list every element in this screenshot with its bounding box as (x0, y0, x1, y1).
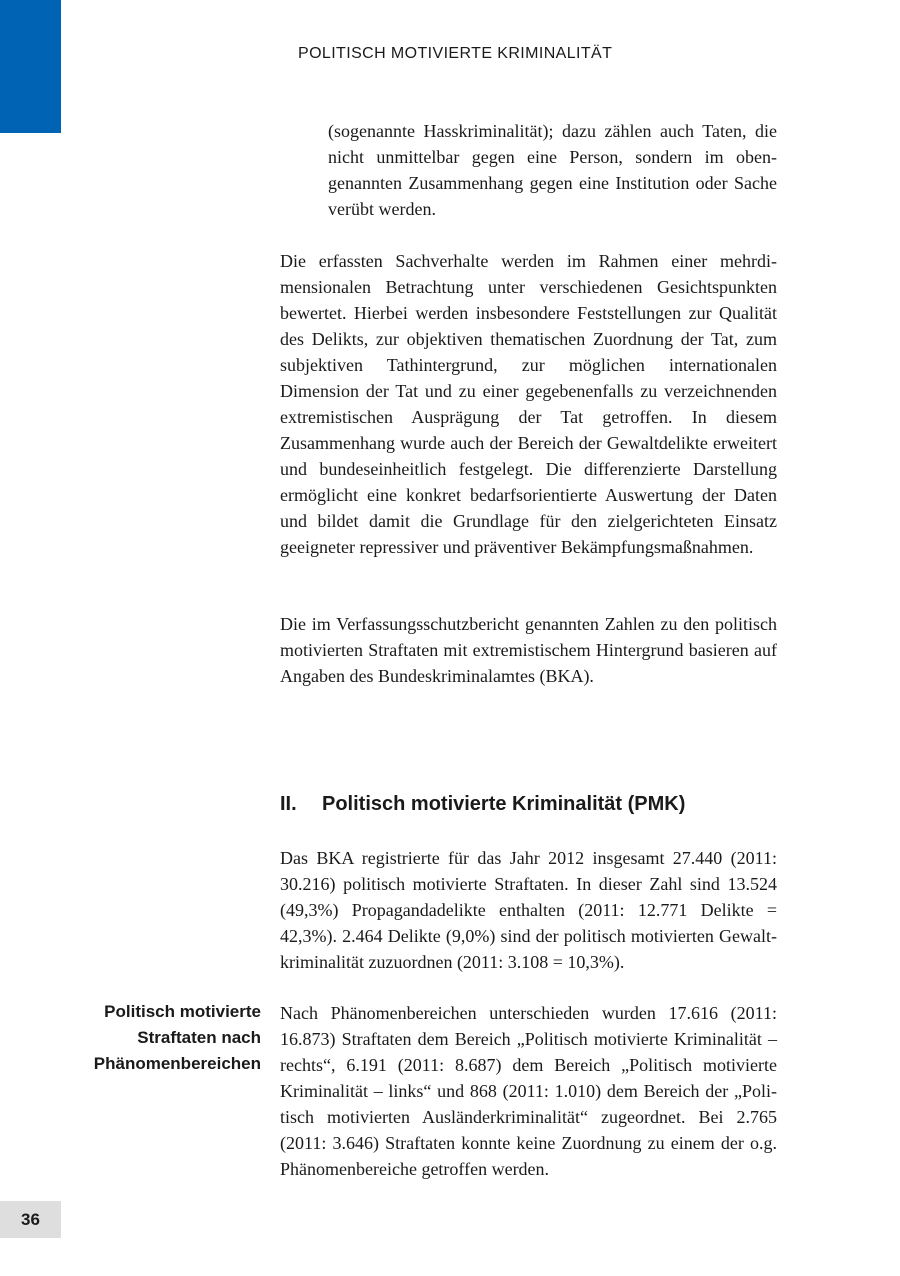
margin-note-line: Phänomenbereichen (93, 1054, 261, 1073)
body-paragraph-bka-source: Die im Verfassungsschutzbericht genannten Zahlen zu den politisch motivierten Straftaten mit extremistischem Hintergrund basieren auf Angaben des Bundeskriminalamtes (BKA). (280, 614, 777, 686)
margin-note-line: Politisch motivierte (104, 1002, 261, 1021)
section-paragraph-totals: Das BKA registrierte für das Jahr 2012 insgesamt 27.440 (2011: 30.216) politisch motivierte Straftaten. In dieser Zahl sind 13.524 (49,3%) Propagandadelikte enthalten (2011: 12.771 Delikte = 42,3%). 2.464 Delikte (9,0%) sind der politisch motivierten Gewaltkriminalität zuzuordnen (2011: 3.108 = 10,3%). (280, 848, 777, 972)
margin-note (60, 999, 261, 1077)
margin-note-line: Straftaten nach (137, 1028, 261, 1047)
body-paragraph-methodology: Die erfassten Sachverhalte werden im Rahmen einer mehrdimensionalen Betrachtung unter verschiedenen Gesichtspunkten bewertet. Hierbei werden insbesondere Feststellungen zur Qualität des Delikts, zur objektiven thematischen Zuordnung der Tat, zum subjektiven Tathintergrund, zur möglichen internationalen Dimension der Tat und zu einer gegebenenfalls zu verzeichnenden extremistischen Ausprägung der Tat getroffen. In diesem Zusammenhang wurde auch der Bereich der Gewaltdelikte erweitert und bundeseinheitlich festgelegt. Die differenzierte Darstellung ermöglicht eine konkret bedarfsorientierte Auswertung der Daten und bildet damit die Grundlage für den zielgerichteten Einsatz geeigneter repressiver und präventiver Bekämpfungsmaßnahmen. (280, 251, 777, 557)
indented-paragraph: (sogenannte Hasskriminalität); dazu zählen auch Taten, die nicht unmittelbar gegen eine Person, sondern im obengenannten Zusammenhang gegen eine Institution oder Sache verübt werden. (328, 121, 777, 219)
section-heading (280, 790, 777, 818)
running-header: POLITISCH MOTIVIERTE KRIMINALITÄT (298, 45, 613, 62)
chapter-color-tab (0, 0, 61, 133)
page-number: 36 (0, 1201, 61, 1238)
section-paragraph-phenomena: Nach Phänomenbereichen unterschieden wurden 17.616 (2011: 16.873) Straftaten dem Bereich „Politisch motivierte Kriminalität – rechts“, 6.191 (2011: 8.687) dem Bereich „Politisch motivierte Kriminalität – links“ und 868 (2011: 1.010) dem Bereich der „Politisch motivierten Ausländerkriminalität“ zugeordnet. Bei 2.765 (2011: 3.646) Straftaten konnte keine Zuordnung zu einem der o.g. Phänomenbereiche getroffen werden. (280, 1003, 777, 1179)
section-number: II. (280, 793, 297, 815)
section-title: Politisch motivierte Kriminalität (PMK) (322, 793, 686, 815)
